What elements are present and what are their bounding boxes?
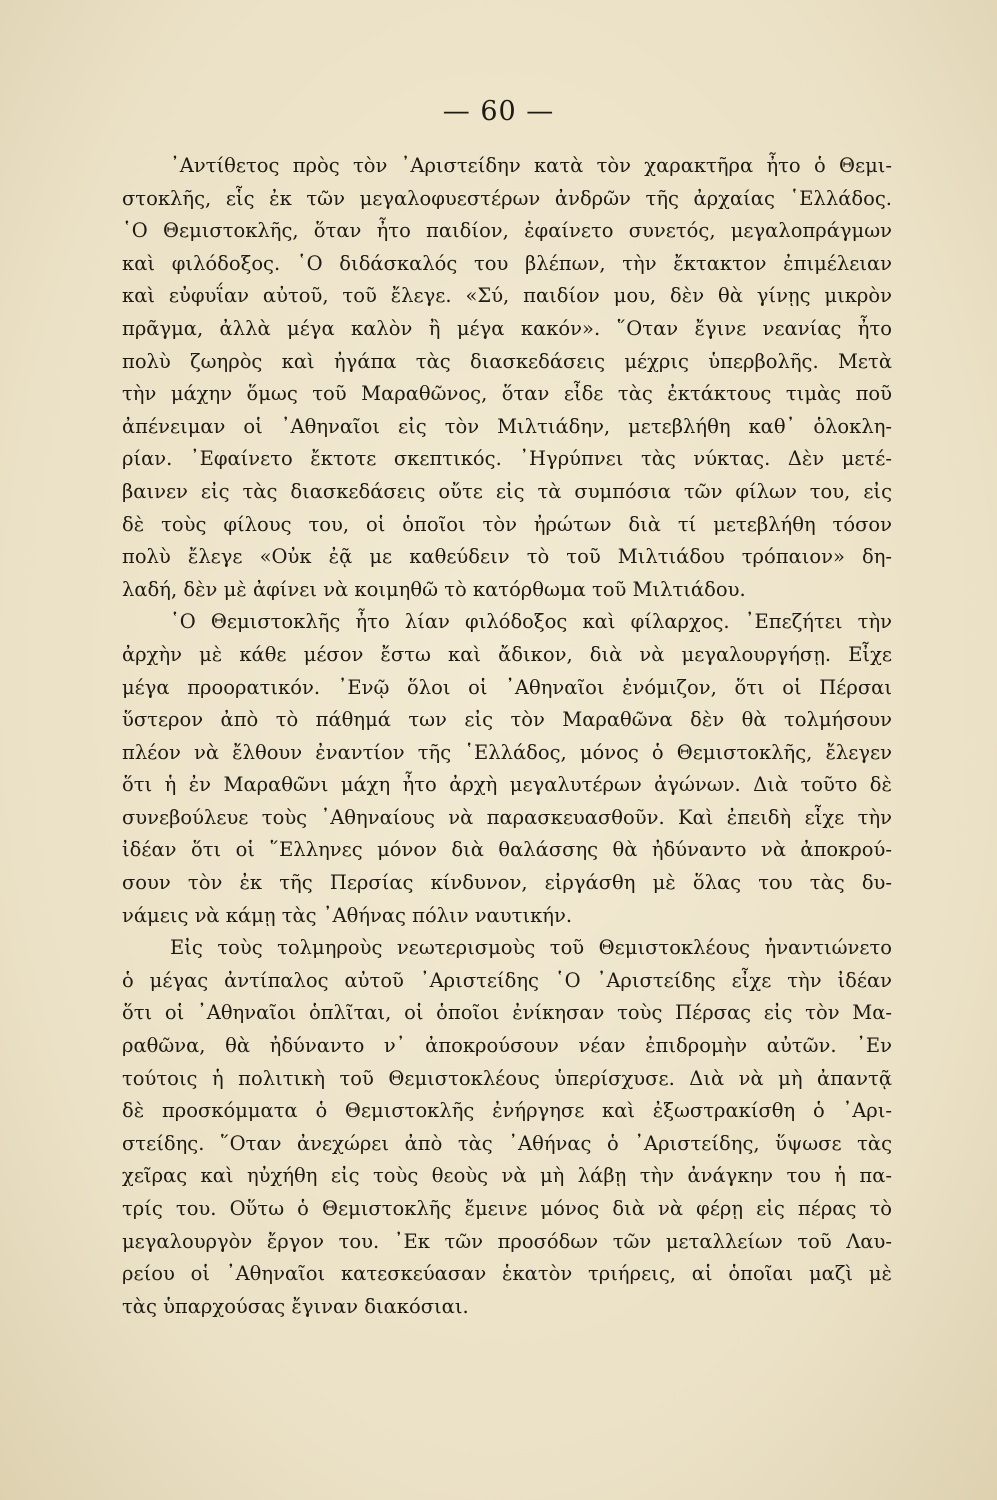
text-line: μέγα προορατικόν. ᾿Ενῷ ὅλοι οἱ ᾿Αθηναῖοι ἐνόμιζον, ὅτι οἱ Πέρσαι bbox=[122, 675, 892, 699]
text-line: ρείου οἱ ᾿Αθηναῖοι κατεσκεύασαν ἑκατὸν τριήρεις, αἱ ὁποῖαι μαζὶ μὲ bbox=[122, 1262, 892, 1286]
text-line: σουν τὸν ἐκ τῆς Περσίας κίνδυνον, εἰργάσθη μὲ ὅλας του τὰς δυ- bbox=[122, 871, 892, 895]
text-line: νάμεις νὰ κάμῃ τὰς ᾿Αθήνας πόλιν ναυτικήν. bbox=[122, 903, 573, 927]
text-line: λαδή, δὲν μὲ ἀφίνει νὰ κοιμηθῶ τὸ κατόρθωμα τοῦ Μιλτιάδου. bbox=[122, 577, 746, 601]
text-line: δὲ προσκόμματα ὁ Θεμιστοκλῆς ἐνήργησε καὶ ἐξωστρακίσθη ὁ ᾿Αρι- bbox=[122, 1099, 892, 1123]
text-line: ραθῶνα, θὰ ἠδύναντο ν᾿ ἀποκρούσουν νέαν ἐπιδρομὴν αὐτῶν. ᾿Εν bbox=[122, 1034, 892, 1058]
paragraph bbox=[122, 606, 892, 932]
text-line: ἀρχὴν μὲ κάθε μέσον ἔστω καὶ ἄδικον, διὰ νὰ μεγαλουργήσῃ. Εἶχε bbox=[122, 642, 892, 666]
text-line: πλέον νὰ ἔλθουν ἐναντίον τῆς ῾Ελλάδος, μόνος ὁ Θεμιστοκλῆς, ἔλεγεν bbox=[122, 740, 892, 764]
text-line: πολὺ ἔλεγε «Οὐκ ἐᾷ με καθεύδειν τὸ τοῦ Μιλτιάδου τρόπαιον» δη- bbox=[122, 545, 892, 569]
text-line: τὰς ὑπαρχούσας ἔγιναν διακόσιαι. bbox=[122, 1294, 469, 1318]
text-line: βαινεν εἰς τὰς διασκεδάσεις οὔτε εἰς τὰ συμπόσια τῶν φίλων του, εἰς bbox=[122, 479, 892, 503]
text-line: ἀπένειμαν οἱ ᾿Αθηναῖοι εἰς τὸν Μιλτιάδην, μετεβλήθη καθ᾿ ὁλοκλη- bbox=[122, 414, 892, 438]
text-line: στοκλῆς, εἷς ἐκ τῶν μεγαλοφυεστέρων ἀνδρῶν τῆς ἀρχαίας ῾Ελλάδος. bbox=[122, 186, 892, 210]
body-text bbox=[122, 150, 892, 1323]
text-line: πολὺ ζωηρὸς καὶ ἠγάπα τὰς διασκεδάσεις μέχρις ὑπερβολῆς. Μετὰ bbox=[122, 349, 892, 373]
text-line: ᾿Αντίθετος πρὸς τὸν ᾿Αριστείδην κατὰ τὸν χαρακτῆρα ἦτο ὁ Θεμι- bbox=[170, 154, 892, 177]
text-line: ὅτι οἱ ᾿Αθηναῖοι ὁπλῖται, οἱ ὁποῖοι ἐνίκησαν τοὺς Πέρσας εἰς τὸν Μα- bbox=[122, 1001, 892, 1025]
text-line: δὲ τοὺς φίλους του, οἱ ὁποῖοι τὸν ἠρώτων διὰ τί μετεβλήθη τόσον bbox=[122, 512, 892, 536]
text-line: πρᾶγμα, ἀλλὰ μέγα καλὸν ἢ μέγα κακόν». ῞Οταν ἔγινε νεανίας ἦτο bbox=[122, 316, 892, 340]
text-line: καὶ φιλόδοξος. ῾Ο διδάσκαλός του βλέπων, τὴν ἔκτακτον ἐπιμέλειαν bbox=[122, 251, 892, 275]
text-line: ρίαν. ᾿Εφαίνετο ἔκτοτε σκεπτικός. ᾿Ηγρύπνει τὰς νύκτας. Δὲν μετέ- bbox=[122, 447, 892, 471]
text-line: ῾Ο Θεμιστοκλῆς, ὅταν ἦτο παιδίον, ἐφαίνετο συνετός, μεγαλοπράγμων bbox=[122, 219, 892, 243]
text-line: ὁ μέγας ἀντίπαλος αὐτοῦ ᾿Αριστείδης ῾Ο ᾿Αριστείδης εἶχε τὴν ἰδέαν bbox=[122, 968, 892, 992]
text-line: χεῖρας καὶ ηὐχήθη εἰς τοὺς θεοὺς νὰ μὴ λάβῃ τὴν ἀνάγκην του ἡ πα- bbox=[122, 1164, 892, 1188]
text-line: μεγαλουργὸν ἔργον του. ᾿Εκ τῶν προσόδων τῶν μεταλλείων τοῦ Λαυ- bbox=[122, 1229, 892, 1253]
text-line: στείδης. ῞Οταν ἀνεχώρει ἀπὸ τὰς ᾿Αθήνας ὁ ᾿Αριστείδης, ὕψωσε τὰς bbox=[122, 1131, 892, 1155]
text-line: καὶ εὐφυΐαν αὐτοῦ, τοῦ ἔλεγε. «Σύ, παιδίον μου, δὲν θὰ γίνῃς μικρὸν bbox=[122, 284, 892, 308]
text-line: τὴν μάχην ὅμως τοῦ Μαραθῶνος, ὅταν εἶδε τὰς ἐκτάκτους τιμὰς ποῦ bbox=[122, 382, 892, 406]
text-line: τρίς του. Οὕτω ὁ Θεμιστοκλῆς ἔμεινε μόνος διὰ νὰ φέρῃ εἰς πέρας τὸ bbox=[122, 1197, 892, 1220]
text-line: συνεβούλευε τοὺς ᾿Αθηναίους νὰ παρασκευασθοῦν. Καὶ ἐπειδὴ εἶχε τὴν bbox=[122, 805, 892, 829]
paragraph bbox=[122, 150, 892, 606]
text-line: ἰδέαν ὅτι οἱ ῞Ελληνες μόνον διὰ θαλάσσης θὰ ἠδύναντο νὰ ἀποκρού- bbox=[122, 838, 892, 862]
page-number: — 60 — bbox=[442, 96, 555, 127]
paragraph bbox=[122, 932, 892, 1323]
text-line: ὕστερον ἀπὸ τὸ πάθημά των εἰς τὸν Μαραθῶνα δὲν θὰ τολμήσουν bbox=[122, 708, 892, 732]
text-line: ῾Ο Θεμιστοκλῆς ἦτο λίαν φιλόδοξος καὶ φίλαρχος. ᾿Επεζήτει τὴν bbox=[170, 610, 892, 634]
text-line: τούτοις ἡ πολιτικὴ τοῦ Θεμιστοκλέους ὑπερίσχυσε. Διὰ νὰ μὴ ἀπαντᾷ bbox=[122, 1066, 892, 1090]
text-line: Εἰς τοὺς τολμηροὺς νεωτερισμοὺς τοῦ Θεμιστοκλέους ἠναντιώνετο bbox=[170, 936, 892, 960]
text-line: ὅτι ἡ ἐν Μαραθῶνι μάχη ἦτο ἀρχὴ μεγαλυτέρων ἀγώνων. Διὰ τοῦτο δὲ bbox=[122, 773, 892, 797]
